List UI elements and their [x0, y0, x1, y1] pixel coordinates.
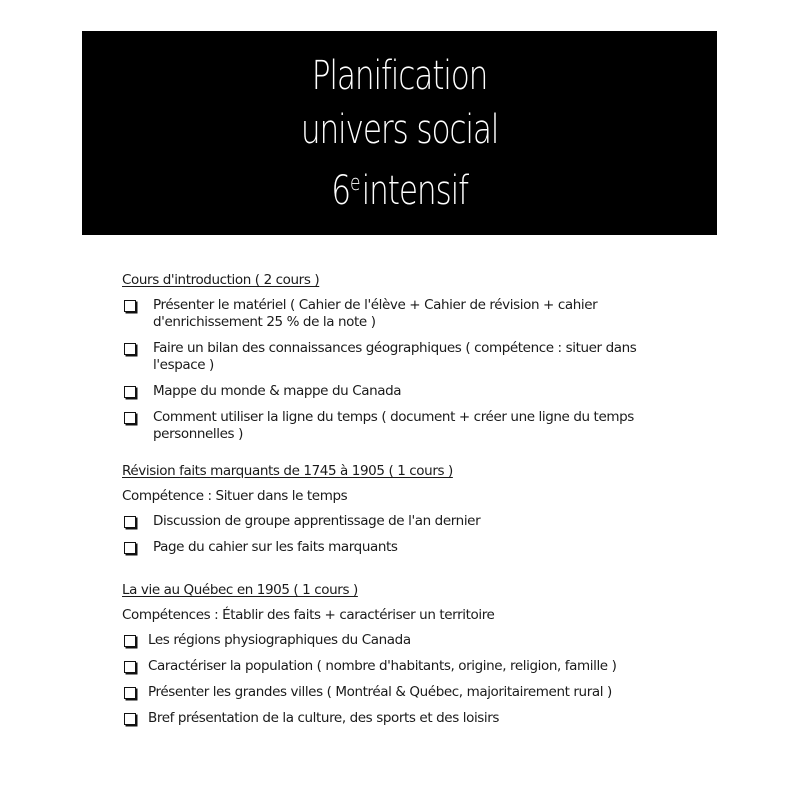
checkbox-icon[interactable]	[124, 300, 136, 312]
checkbox-icon[interactable]	[124, 343, 136, 355]
checklist-item-label: Discussion de groupe apprentissage de l'an dernier	[153, 513, 481, 529]
checklist-item-label: Les régions physiographiques du Canada	[148, 632, 411, 648]
checklist-item	[122, 409, 662, 443]
checklist-item	[122, 383, 662, 400]
competence-label: Compétence : Situer dans le temps	[122, 488, 348, 504]
section-introduction	[122, 272, 662, 443]
title-line-2: univers social	[300, 106, 499, 153]
checklist-item	[122, 297, 662, 331]
checklist-item	[122, 710, 662, 727]
checkbox-icon[interactable]	[124, 635, 136, 647]
checkbox-icon[interactable]	[124, 542, 136, 554]
checkbox-icon[interactable]	[124, 516, 136, 528]
grade-number: 6	[331, 167, 350, 214]
title-line-1: Planification	[311, 52, 488, 99]
section-title: Révision faits marquants de 1745 à 1905 ( 1 cours )	[122, 463, 453, 479]
section-quebec-1905	[122, 582, 662, 727]
checklist-item	[122, 632, 662, 649]
grade-superscript: e	[349, 170, 360, 196]
checklist-item	[122, 513, 662, 530]
checklist-item-label: Bref présentation de la culture, des sports et des loisirs	[148, 710, 500, 726]
checklist-item	[122, 340, 662, 374]
section-title: Cours d'introduction ( 2 cours )	[122, 272, 320, 288]
grade-label: intensif	[361, 167, 468, 214]
competence-label: Compétences : Établir des faits + caractériser un territoire	[122, 607, 495, 623]
checklist-item-label: Comment utiliser la ligne du temps ( document + créer une ligne du temps personnelles )	[153, 409, 634, 442]
planning-content	[122, 272, 662, 747]
checkbox-icon[interactable]	[124, 713, 136, 725]
checklist-item-label: Page du cahier sur les faits marquants	[153, 539, 398, 555]
checklist-item-label: Présenter le matériel ( Cahier de l'élève + Cahier de révision + cahier d'enrichissement 25 % de la note )	[153, 297, 598, 330]
section-title: La vie au Québec en 1905 ( 1 cours )	[122, 582, 358, 598]
checkbox-icon[interactable]	[124, 687, 136, 699]
checkbox-icon[interactable]	[124, 386, 136, 398]
checkbox-icon[interactable]	[124, 412, 136, 424]
checklist-item-label: Faire un bilan des connaissances géographiques ( compétence : situer dans l'espace )	[153, 340, 637, 373]
checklist-item-label: Caractériser la population ( nombre d'habitants, origine, religion, famille )	[148, 658, 617, 674]
checklist-item	[122, 684, 662, 701]
title-line-3	[331, 157, 468, 218]
checklist-item	[122, 539, 662, 556]
section-revision	[122, 463, 662, 556]
checklist-item-label: Mappe du monde & mappe du Canada	[153, 383, 402, 399]
checkbox-icon[interactable]	[124, 661, 136, 673]
checklist-item-label: Présenter les grandes villes ( Montréal & Québec, majoritairement rural )	[148, 684, 612, 700]
checklist-item	[122, 658, 662, 675]
title-banner	[82, 31, 717, 235]
